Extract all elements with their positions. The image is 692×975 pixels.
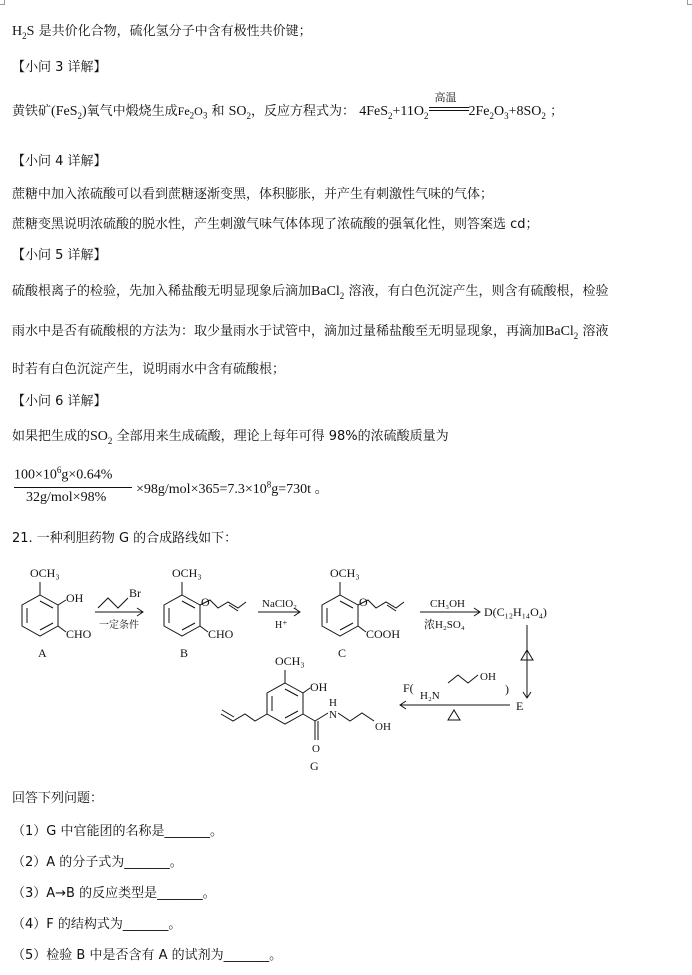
- cho-label: CHO: [66, 627, 92, 641]
- question-item: （5）检验 B 中是否含有 A 的试剂为_______。: [12, 948, 283, 963]
- text: 如果把生成的: [12, 429, 91, 444]
- formula-fes2: (FeS$_2$): [51, 104, 87, 121]
- text: 是共价化合物，硫化氢分子中含有极性共价键；: [38, 24, 312, 39]
- fraction-bar: [14, 487, 132, 488]
- cho-label: CHO: [208, 627, 234, 641]
- text: 和: [211, 104, 225, 119]
- section-heading-q4: 【小问 4 详解】: [12, 154, 107, 169]
- text: 黄铁矿: [12, 104, 52, 119]
- fraction-numerator: $100\times 10^6g\times 0.64\%$: [14, 465, 113, 483]
- formula-bacl2: BaCl$_2$: [545, 324, 579, 341]
- compound-label-g: G: [310, 759, 319, 773]
- compound-a-structure: [22, 582, 66, 636]
- text: 全部用来生成硫酸，理论上每年可得 98%的浓硫酸质量为: [116, 429, 449, 444]
- text: 硫酸根离子的检验，先加入稀盐酸无明显现象后滴加: [12, 284, 312, 299]
- text: 氧气中煅烧生成: [86, 104, 178, 119]
- nh-n-label: N: [329, 709, 337, 721]
- compound-label-a: A: [38, 646, 47, 660]
- och3-label: OCH₃: [275, 654, 305, 668]
- text-line: [12, 20, 312, 41]
- answer-intro: 回答下列问题：: [12, 791, 104, 806]
- reagent-naclo2: NaClO₂: [262, 598, 297, 610]
- formula-bacl2: BaCl$_2$: [311, 284, 345, 301]
- f-oh-label: OH: [480, 671, 496, 683]
- text-line: [12, 425, 449, 446]
- br-label: Br: [129, 586, 141, 600]
- nh-h-label: H: [329, 697, 337, 709]
- text-line: [12, 92, 564, 121]
- formula-so2: $SO_2$: [90, 429, 113, 446]
- question-item: （1）G 中官能团的名称是_______。: [12, 824, 223, 839]
- och3-label: OCH₃: [30, 566, 60, 580]
- formula-result: $\times 98g/mol\times 365=7.3\times 10^8g=730t$ 。: [136, 479, 329, 497]
- reagent-h2so4: 浓H₂SO₄: [424, 619, 465, 631]
- text: ，反应方程式为：: [251, 104, 356, 119]
- formula-h2s: $H_2S$: [12, 24, 35, 41]
- formula-fe2o3: $Fe_2O_3$: [177, 104, 208, 121]
- h2n-label: H₂N: [420, 690, 440, 702]
- text: ；: [550, 104, 564, 119]
- compound-f-label: F(: [403, 681, 414, 695]
- question-item: （2）A 的分子式为_______。: [12, 855, 183, 870]
- section-heading-q5: 【小问 5 详解】: [12, 248, 107, 263]
- paren-close: ): [505, 682, 509, 696]
- och3-label: OCH₃: [172, 566, 202, 580]
- compound-label-e: E: [516, 699, 524, 713]
- text-line: 蔗糖中加入浓硫酸可以看到蔗糖逐渐变黑，体积膨胀，并产生有刺激性气味的气体；: [12, 187, 494, 202]
- text-line: 时若有白色沉淀产生，说明雨水中含有硫酸根；: [12, 362, 286, 377]
- reagent-methanol: CH₃OH: [430, 598, 466, 610]
- reaction-condition: 一定条件: [99, 620, 139, 631]
- cooh-label: COOH: [366, 627, 401, 641]
- text-line: [12, 320, 608, 341]
- fraction-denominator: 32g/mol×98%: [26, 490, 107, 505]
- question-21-stem: 21. 一种利胆药物 G 的合成路线如下：: [12, 531, 238, 546]
- text: 雨水中是否有硫酸根的方法为：取少量雨水于试管中，滴加过量稀盐酸至无明显现象，再滴加: [12, 324, 546, 339]
- o-label: O: [359, 595, 368, 609]
- page-corner-mark: [687, 0, 692, 5]
- compound-d-formula: D(C₁₂H₁₄O₄): [484, 605, 547, 619]
- question-item: （3）A→B 的反应类型是_______。: [12, 886, 216, 901]
- high-temp-equals: [429, 92, 469, 115]
- och3-label: OCH₃: [330, 566, 360, 580]
- text: 溶液: [582, 324, 609, 339]
- compound-label-c: C: [338, 646, 347, 660]
- carbonyl-o-label: O: [312, 743, 320, 755]
- synthesis-route-diagram: [0, 560, 692, 775]
- oh-label: OH: [310, 680, 328, 694]
- text-line: [12, 280, 608, 301]
- reaction-equation: $4FeS_2+11O_2$ 高温 $2Fe_2O_3+8SO_2$: [359, 104, 546, 119]
- question-item: （4）F 的结构式为_______。: [12, 917, 182, 932]
- oh-label: OH: [66, 591, 84, 605]
- condition-label: 高温: [434, 92, 457, 104]
- reagent-h-plus: H⁺: [275, 620, 288, 631]
- text: 溶液，有白色沉淀产生，则含有硫酸根，检验: [348, 284, 609, 299]
- section-heading-q3: 【小问 3 详解】: [12, 60, 107, 75]
- page-corner-mark: [0, 0, 5, 5]
- compound-label-b: B: [180, 646, 189, 660]
- o-label: O: [201, 595, 210, 609]
- section-heading-q6: 【小问 6 详解】: [12, 394, 107, 409]
- text-line: 蔗糖变黑说明浓硫酸的脱水性，产生刺激气味气体体现了浓硫酸的强氧化性，则答案选 cd；: [12, 217, 539, 232]
- terminal-oh-label: OH: [375, 721, 391, 733]
- formula-so2: $SO_2$: [228, 104, 252, 121]
